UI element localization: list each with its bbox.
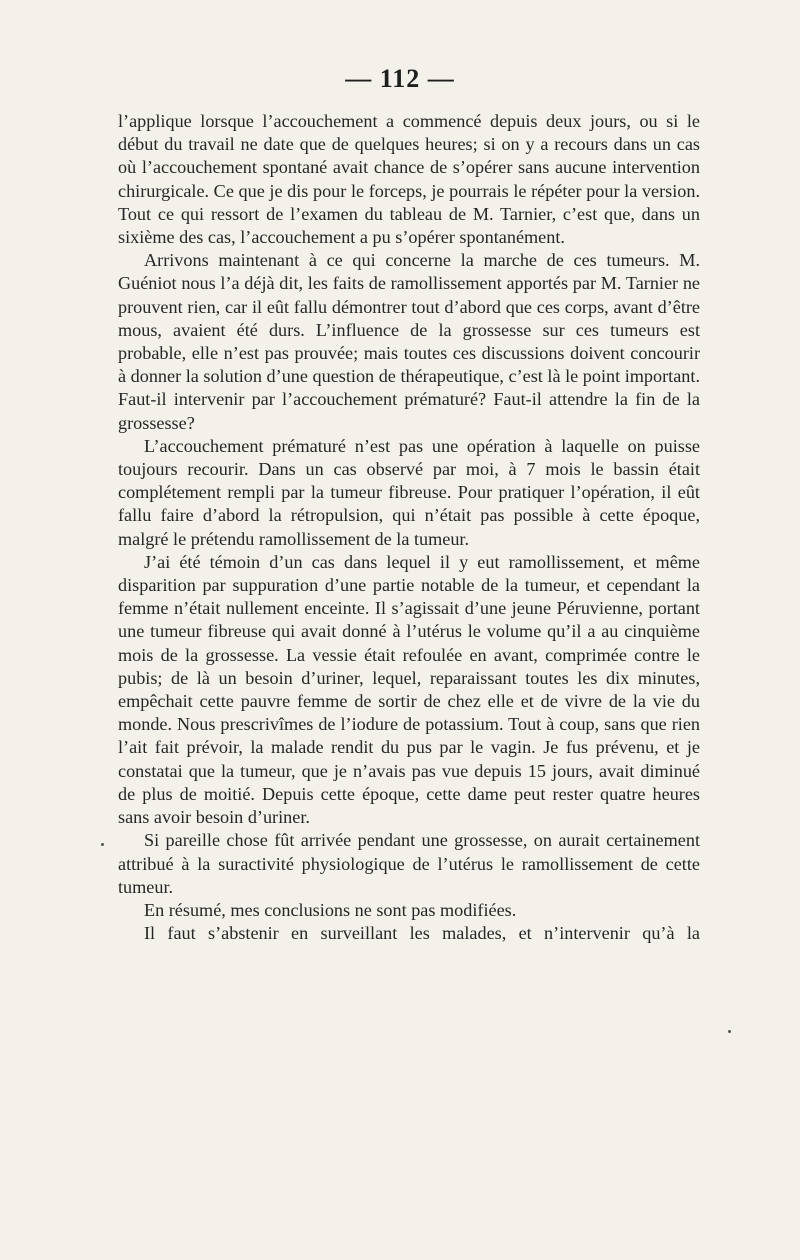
- ink-speck: [101, 843, 104, 846]
- page-body: [118, 110, 700, 945]
- paragraph-2: Arrivons maintenant à ce qui concerne la marche de ces tumeurs. M. Guéniot nous l’a déjà dit, les faits de ramollissement apportés par M. Tarnier ne prouvent rien, car il eût fallu démontrer tout d’abord que ces corps, avant d’être mous, avaient été durs. L’influence de la grossesse sur ces tumeurs est probable, elle n’est pas prouvée; mais toutes ces discussions doivent concourir à donner la solution d’une question de thérapeutique, c’est là le point important. Faut-il intervenir par l’accouchement prématuré? Faut-il attendre la fin de la grossesse?: [118, 250, 700, 433]
- paragraph-3: L’accouchement prématuré n’est pas une opération à laquelle on puisse toujours recourir. Dans un cas observé par moi, à 7 mois le bassin était complétement rempli par la tumeur fibreuse. Pour pratiquer l’opération, il eût fallu faire d’abord la rétropulsion, qui n’était pas possible à cette époque, malgré le prétendu ramollissement de la tumeur.: [118, 435, 700, 549]
- paragraph-7: Il faut s’abstenir en surveillant les malades, et n’intervenir qu’à la: [144, 923, 700, 944]
- paragraph-6: En résumé, mes conclusions ne sont pas modifiées.: [144, 899, 517, 920]
- paragraph-5: Si pareille chose fût arrivée pendant une grossesse, on aurait certainement attribué à la suractivité physiologique de l’utérus le ramollissement de cette tumeur.: [118, 830, 700, 897]
- page-number-header: — 112 —: [345, 64, 455, 93]
- ink-speck: [728, 1030, 731, 1033]
- paragraph-1: l’applique lorsque l’accouchement a commencé depuis deux jours, ou si le début du travail ne date que de quelques heures; si on y a recours dans un cas où l’accouchement spontané avait chance de s’opérer sans aucune intervention chirurgicale. Ce que je dis pour le forceps, je pourrais le répéter pour la version. Tout ce qui ressort de l’examen du tableau de M. Tarnier, c’est que, dans un sixième des cas, l’accouchement a pu s’opérer spontanément.: [118, 111, 700, 248]
- paragraph-4: J’ai été témoin d’un cas dans lequel il y eut ramollissement, et même disparition par suppuration d’une partie notable de la tumeur, et cependant la femme n’était nullement enceinte. Il s’agissait d’une jeune Péruvienne, portant une tumeur fibreuse qui avait donné à l’utérus le volume qu’il a au cinquième mois de la grossesse. La vessie était refoulée en avant, comprimée contre le pubis; de là un besoin d’uriner, lequel, reparaissant toutes les dix minutes, empêchait cette pauvre femme de sortir de chez elle et de vivre de la vie du monde. Nous prescrivîmes de l’iodure de potassium. Tout à coup, sans que rien l’ait fait prévoir, la malade rendit du pus par le vagin. Je fus prévenu, et je constatai que la tumeur, que je n’avais pas vue depuis 15 jours, avait diminué de plus de moitié. Depuis cette époque, cette dame peut rester quatre heures sans avoir besoin d’uriner.: [118, 551, 700, 828]
